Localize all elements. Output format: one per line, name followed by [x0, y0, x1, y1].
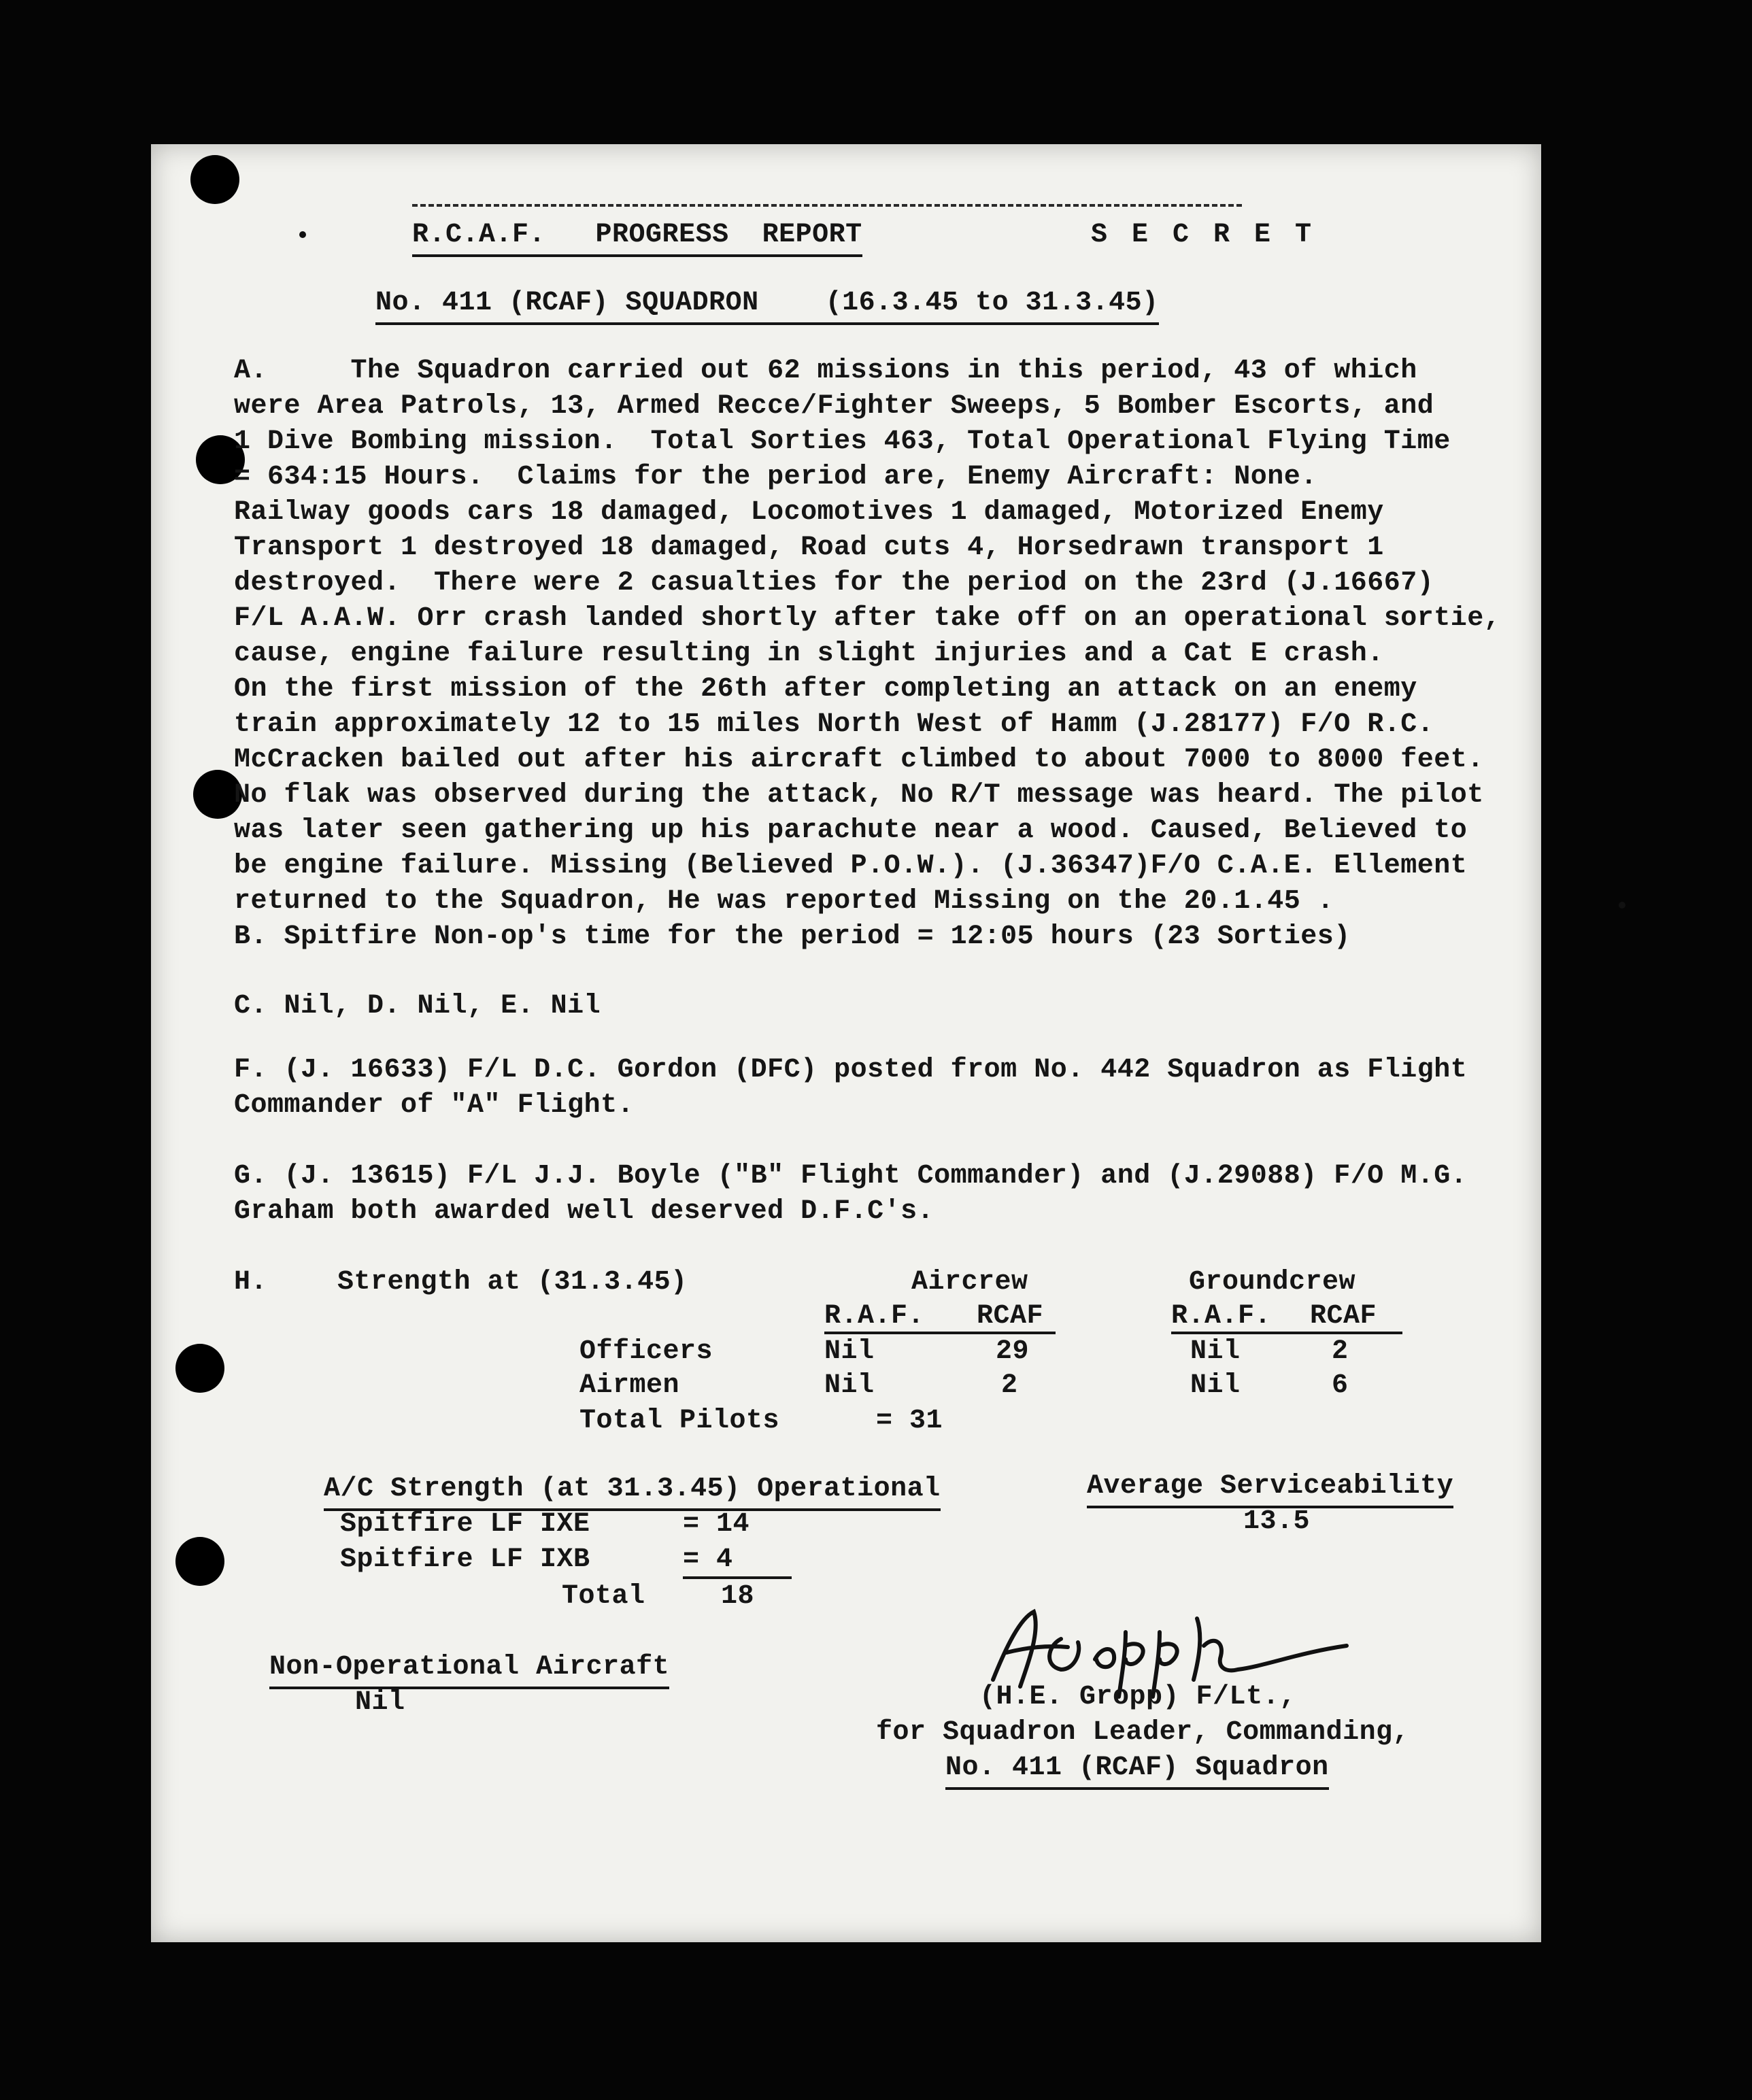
ac-total-label: Total: [562, 1581, 645, 1612]
groundcrew-heading: Groundcrew: [1189, 1267, 1356, 1298]
ac-row-ixe-type: Spitfire LF IXE: [340, 1509, 590, 1540]
section-b-line: B. Spitfire Non-op's time for the period = 12:05 hours (23 Sorties): [234, 921, 1351, 952]
serviceability-title: Average Serviceability: [1087, 1469, 1453, 1508]
row-officers-label: Officers: [579, 1336, 713, 1367]
section-g-line: G. (J. 13615) F/L J.J. Boyle ("B" Flight Commander) and (J.29088) F/O M.G.: [234, 1161, 1468, 1191]
section-a-line: train approximately 12 to 15 miles North West of Hamm (J.28177) F/O R.C.: [234, 709, 1434, 740]
ac-total-value: 18: [721, 1581, 755, 1612]
row-airmen-air-rcaf: 2: [1001, 1370, 1018, 1401]
signatory-role: for Squadron Leader, Commanding,: [876, 1717, 1410, 1748]
section-a-line: No flak was observed during the attack, No R/T message was heard. The pilot: [234, 780, 1484, 811]
ac-row-ixb-type: Spitfire LF IXB: [340, 1544, 590, 1575]
section-a-line: Railway goods cars 18 damaged, Locomotives 1 damaged, Motorized Enemy: [234, 497, 1384, 528]
aircrew-raf-col: R.A.F.: [824, 1301, 925, 1332]
speck-mark: [299, 231, 306, 238]
section-a-line: returned to the Squadron, He was reported Missing on the 20.1.45 .: [234, 886, 1334, 917]
ac-strength-title: A/C Strength (at 31.3.45) Operational: [324, 1472, 941, 1511]
groundcrew-rcaf-col: RCAF: [1310, 1301, 1377, 1332]
row-airmen-label: Airmen: [579, 1370, 680, 1401]
section-a-line: cause, engine failure resulting in slight injuries and a Cat E crash.: [234, 639, 1384, 669]
speck-mark: [1619, 902, 1625, 909]
section-f-line: Commander of "A" Flight.: [234, 1090, 635, 1121]
section-a-line: Transport 1 destroyed 18 damaged, Road cuts 4, Horsedrawn transport 1: [234, 532, 1384, 563]
ac-row-ixb-value: = 4: [683, 1544, 733, 1575]
punch-hole-top: [190, 155, 239, 204]
strength-date-label: Strength at (31.3.45): [337, 1267, 688, 1298]
signatory-unit: No. 411 (RCAF) Squadron: [945, 1750, 1329, 1790]
section-a-line: was later seen gathering up his parachute near a wood. Caused, Believed to: [234, 815, 1468, 846]
section-a-line: = 634:15 Hours. Claims for the period are, Enemy Aircraft: None.: [234, 462, 1317, 492]
row-airmen-gnd-rcaf: 6: [1332, 1370, 1349, 1401]
row-officers-gnd-raf: Nil: [1190, 1336, 1241, 1367]
report-title: R.C.A.F. PROGRESS REPORT: [412, 218, 862, 257]
section-h-label: H.: [234, 1267, 268, 1298]
aircrew-heading: Aircrew: [911, 1267, 1028, 1298]
total-pilots-value: = 31: [876, 1406, 943, 1436]
unit-and-period: No. 411 (RCAF) SQUADRON (16.3.45 to 31.3.45): [375, 286, 1159, 325]
section-a-line: 1 Dive Bombing mission. Total Sorties 463, Total Operational Flying Time: [234, 426, 1451, 457]
row-airmen-gnd-raf: Nil: [1190, 1370, 1241, 1401]
aircrew-rcaf-col: RCAF: [977, 1301, 1044, 1332]
section-a-line: A. The Squadron carried out 62 missions in this period, 43 of which: [234, 356, 1417, 386]
groundcrew-raf-col: R.A.F.: [1171, 1301, 1272, 1332]
section-g-line: Graham both awarded well deserved D.F.C's.: [234, 1196, 934, 1227]
row-officers-air-rcaf: 29: [996, 1336, 1030, 1367]
classification-label: S E C R E T: [1091, 220, 1316, 250]
serviceability-value: 13.5: [1243, 1506, 1311, 1537]
row-officers-gnd-rcaf: 2: [1332, 1336, 1349, 1367]
non-operational-value: Nil: [355, 1687, 405, 1718]
row-officers-air-raf: Nil: [824, 1336, 875, 1367]
ac-row-ixe-value: = 14: [683, 1509, 750, 1540]
section-a-line: destroyed. There were 2 casualties for the period on the 23rd (J.16667): [234, 568, 1434, 598]
section-a-line: On the first mission of the 26th after completing an attack on an enemy: [234, 674, 1417, 705]
punch-hole-lower: [175, 1344, 224, 1393]
section-f-line: F. (J. 16633) F/L D.C. Gordon (DFC) posted from No. 442 Squadron as Flight: [234, 1055, 1468, 1085]
section-a-line: were Area Patrols, 13, Armed Recce/Fighter Sweeps, 5 Bomber Escorts, and: [234, 391, 1434, 422]
section-a-line: be engine failure. Missing (Believed P.O.W.). (J.36347)F/O C.A.E. Ellement: [234, 851, 1468, 881]
row-airmen-air-raf: Nil: [824, 1370, 875, 1401]
non-operational-title: Non-Operational Aircraft: [269, 1650, 669, 1689]
section-a-line: McCracken bailed out after his aircraft climbed to about 7000 to 8000 feet.: [234, 745, 1484, 775]
header-dashed-rule: [412, 204, 1242, 207]
section-a-line: F/L A.A.W. Orr crash landed shortly after take off on an operational sortie,: [234, 603, 1501, 634]
section-cde: C. Nil, D. Nil, E. Nil: [234, 991, 601, 1021]
punch-hole-bottom: [175, 1537, 224, 1586]
total-pilots-label: Total Pilots: [579, 1406, 780, 1436]
signatory-name: (H.E. Gropp) F/Lt.,: [979, 1682, 1296, 1712]
